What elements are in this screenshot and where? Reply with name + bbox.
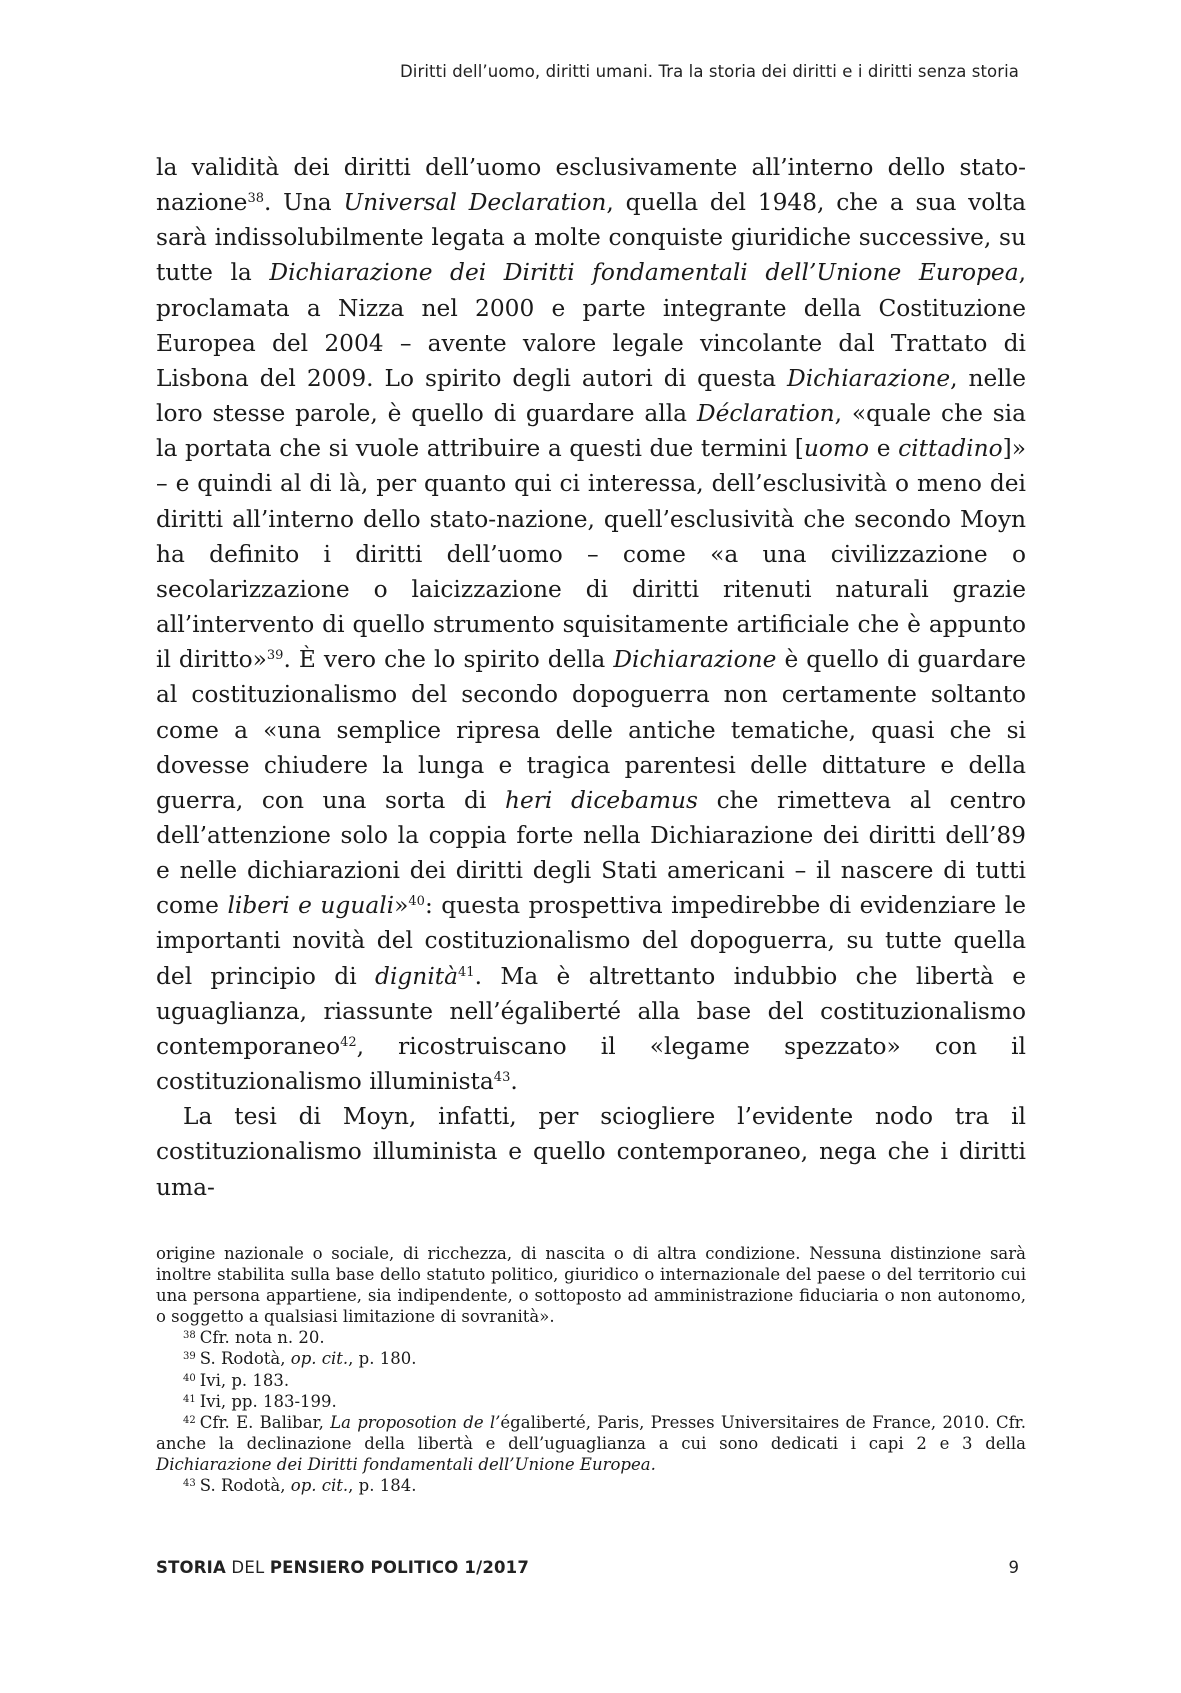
footnote-text: S. Rodotà, [199,1349,291,1369]
footnote-italic: Dichiarazione dei Diritti fondamentali dell’Unione Europea. [156,1454,656,1474]
main-text [156,150,1026,1205]
text-segment: , quella del 1948, che a sua volta sarà indissolubilmente legata a molte conquiste giuridiche successive, su tutte la [156,189,1026,287]
footnote-ref-43[interactable]: 43 [493,1070,511,1086]
text-segment: la validità dei diritti dell’uomo esclusivamente all’interno dello stato-nazione [156,154,1026,217]
footnote-39 [156,1348,1026,1369]
italic-title: Déclaration [696,400,835,428]
footnote-43 [156,1475,1026,1496]
footnote-number: 40 [183,1372,196,1384]
text-segment: è quello di guardare al costituzionalismo del secondo dopoguerra non certamente soltanto come a «una semplice ripresa delle antiche tematiche, quasi che si dovesse chiudere la lunga e tragica parentesi delle dittature e della guerra, con una sorta di [156,646,1027,814]
text-segment: e [869,435,899,463]
footnote-ref-38[interactable]: 38 [247,191,264,207]
text-segment: . Una [263,189,344,217]
footnote-ref-42[interactable]: 42 [340,1034,357,1050]
footnote-text: S. Rodotà, [199,1476,291,1496]
text-segment: , nelle loro stesse parole, è quello di guardare alla [156,364,1026,428]
footnote-ref-39[interactable]: 39 [266,648,284,664]
footnote-number: 38 [183,1330,196,1342]
italic-term: cittadino [898,435,1003,463]
italic-term: liberi e uguali [227,892,395,920]
italic-term: dignità [375,962,459,990]
italic-title: Dichiarazione dei Diritti fondamentali dell’Unione Europea [269,259,1019,287]
journal-issue: 1/2017 [458,1558,530,1577]
footnote-41 [156,1391,1026,1412]
footnote-text: égaliberté, Paris, Presses Universitaires de France, 2010. Cfr. anche la declinazione della libertà e dell’uguaglianza a cui sono dedicati i capi 2 e 3 della [156,1412,1026,1453]
footnote-italic: op. cit. [290,1349,349,1369]
footnote-number: 42 [183,1414,196,1426]
italic-term: uomo [803,435,870,463]
footnote-text: Ivi, p. 183. [199,1370,290,1390]
italic-title: Dichiarazione [613,646,777,674]
footnote-text: , p. 180. [348,1349,417,1369]
footnote-ref-40[interactable]: 40 [408,894,425,910]
footnote-italic: La proposotion de l’ [330,1412,501,1432]
footnote-continuation: origine nazionale o sociale, di ricchezza, di nascita o di altra condizione. Nessuna distinzione sarà inoltre stabilita sulla base dello statuto politico, giuridico o internazionale del paese o del territorio cui una persona appartiene, sia indipendente, o sottoposto ad amministrazione fiduciaria o non autonomo, o soggetto a qualsiasi limitazione di sovranità». [156,1244,1026,1327]
italic-title: Universal Declaration [343,189,607,217]
footnote-text: , p. 184. [348,1476,417,1496]
footnote-italic: op. cit. [290,1476,349,1496]
text-segment: » [394,892,409,920]
text-segment: . [510,1068,518,1096]
footnote-text: Ivi, pp. 183-199. [199,1391,337,1411]
footnote-42 [156,1412,1026,1475]
journal-word: PENSIERO POLITICO [269,1558,459,1577]
italic-title: Dichiarazione [787,364,951,392]
footnotes [156,1243,1026,1496]
text-segment: , «quale che sia la portata che si vuole attribuire a questi due termini [ [156,400,1026,463]
running-head: Diritti dell’uomo, diritti umani. Tra la storia dei diritti e i diritti senza storia [400,62,1019,81]
text-segment: : questa prospettiva impedirebbe di evidenziare le importanti novità del costituzionalismo del dopoguerra, su tutte quella del principio di [156,892,1026,990]
footnote-40 [156,1370,1026,1391]
journal-name [156,1558,529,1577]
text-segment: . Ma è altrettanto indubbio che libertà e uguaglianza, riassunte nell’égaliberté alla base del costituzionalismo contemporaneo [156,962,1027,1060]
text-segment: , ricostruiscano il «legame spezzato» con il costituzionalismo illuminista [156,1032,1026,1096]
footnote-text: Cfr. nota n. 20. [199,1328,325,1348]
footnote-text: Cfr. E. Balibar, [199,1412,331,1432]
text-segment: , proclamata a Nizza nel 2000 e parte integrante della Costituzione Europea del 2004 – avente valore legale vincolante dal Trattato di Lisbona del 2009. Lo spirito degli autori di questa [156,259,1027,392]
footnote-38 [156,1327,1026,1348]
journal-word: DEL [225,1558,270,1577]
footnote-number: 43 [183,1478,196,1490]
page-number: 9 [1008,1558,1019,1577]
journal-word: STORIA [156,1558,226,1577]
text-segment: che rimetteva al centro dell’attenzione solo la coppia forte nella Dichiarazione dei diritti dell’89 e nelle dichiarazioni dei diritti degli Stati americani – il nascere di tutti come [156,786,1026,920]
italic-term: heri dicebamus [504,786,699,814]
footnote-number: 41 [183,1393,196,1405]
footnote-ref-41[interactable]: 41 [458,964,475,980]
footnote-number: 39 [183,1351,196,1363]
text-segment: ]» – e quindi al di là, per quanto qui ci interessa, dell’esclusività o meno dei diritti all’interno dello stato-nazione, quell’esclusività che secondo Moyn ha definito i diritti dell’uomo – come «a una civilizzazione o secolarizzazione o laicizzazione di diritti ritenuti naturali grazie all’intervento di quello strumento squisitamente artificiale che è appunto il diritto» [156,435,1026,674]
text-segment: . È vero che lo spirito della [283,646,614,674]
paragraph-2: La tesi di Moyn, infatti, per sciogliere l’evidente nodo tra il costituzionalismo illuminista e quello contemporaneo, nega che i diritti uma- [156,1103,1026,1201]
paragraph-1 [156,150,1026,1099]
